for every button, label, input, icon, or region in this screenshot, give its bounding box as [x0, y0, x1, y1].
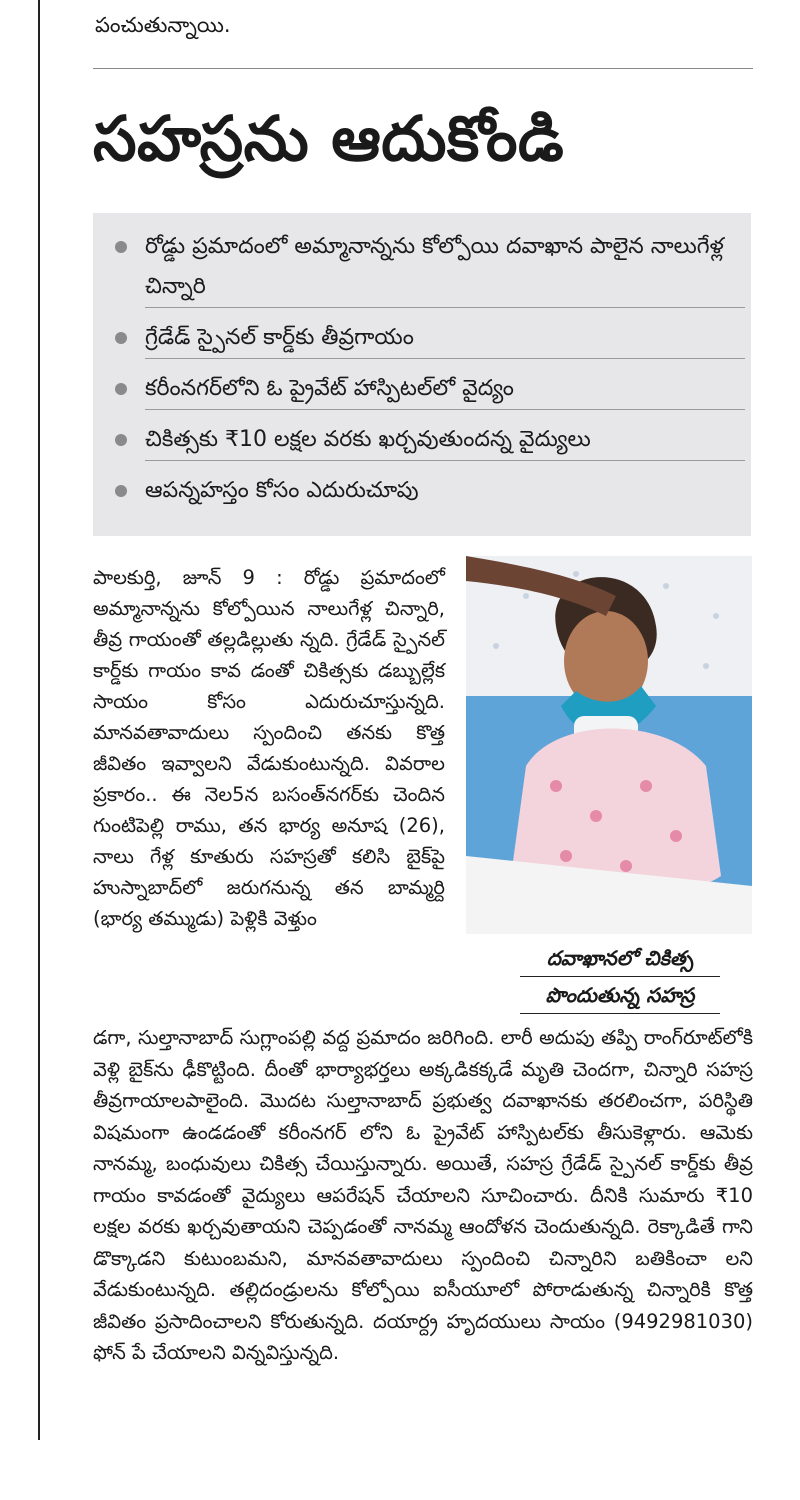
bullet-dot-icon: [115, 485, 127, 497]
highlight-item: [113, 227, 745, 308]
highlight-text: రోడ్డు ప్రమాదంలో అమ్మానాన్నను కోల్పోయి దవాఖాన పాలైన నాలుగేళ్ల చిన్నారి: [145, 227, 745, 308]
highlight-text: గ్రేడేడ్ స్పైనల్ కార్డ్‌కు తీవ్రగాయం: [145, 318, 745, 359]
previous-article-last-line: పంచుతున్నాయి.: [95, 13, 231, 37]
highlight-text: చికిత్సకు ₹10 లక్షల వరకు ఖర్చవుతుందన్న వైద్యులు: [145, 420, 745, 461]
bullet-dot-icon: [115, 241, 127, 253]
headline: సహస్రను ఆదుకోండి: [93, 102, 565, 175]
article-body-column: పాలకుర్తి, జూన్ 9 : రోడ్డు ప్రమాదంలో అమ్మానాన్నను కోల్పోయిన నాలుగేళ్ల చిన్నారి, తీవ్ర గాయంతో తల్లడిల్లుతు న్నది. గ్రేడేడ్ స్పైనల్ కార్డ్‌కు గాయం కావ డంతో చికిత్సకు డబ్బుల్లేక సాయం కోసం ఎదురుచూస్తున్నది. మానవతావాదులు స్పందించి తనకు కొత్త జీవితం ఇవ్వాలని వేడుకుంటున్నది. వివరాల ప్రకారం.. ఈ నెల5న బసంత్‌నగర్‌కు చెందిన గుంటిపెల్లి రాము, తన భార్య అనూష (26), నాలు గేళ్ల కూతురు సహస్రతో కలిసి బైక్‌పై హుస్నాబాద్‌లో జరుగనున్న తన బామ్మర్ది (భార్య తమ్ముడు) పెళ్లికి వెళ్తుం: [93, 566, 445, 930]
highlights-list: [93, 213, 751, 511]
caption-line: పొందుతున్న సహస్ర: [520, 977, 720, 1014]
article-body-full-width: డగా, సుల్తానాబాద్ సుగ్లాంపల్లి వద్ద ప్రమాదం జరిగింది. లారీ అదుపు తప్పి రాంగ్‌రూట్‌లోకి వెళ్లి బైక్‌ను ఢీకొట్టింది. దీంతో భార్యాభర్తలు అక్కడికక్కడే మృతి చెందగా, చిన్నారి సహస్ర తీవ్రగాయాలపాలైంది. మొదట సుల్తానాబాద్ ప్రభుత్వ దవాఖానకు తరలించగా, పరిస్థితి విషమంగా ఉండడంతో కరీంనగర్ లోని ఓ ప్రైవేట్ హాస్పిటల్‌కు తీసుకెళ్లారు. ఆమెకు నానమ్మ, బంధువులు చికిత్స చేయిస్తున్నారు. అయితే, సహస్ర గ్రేడేడ్ స్పైనల్ కార్డ్‌కు తీవ్ర గాయం కావడంతో వైద్యులు ఆపరేషన్ చేయాలని సూచించారు. దీనికి సుమారు ₹10 లక్షల వరకు ఖర్చవుతాయని చెప్పడంతో నానమ్మ ఆందోళన చెందుతున్నది. రెక్కాడితే గాని డొక్కాడని కుటుంబమని, మానవతావాదులు స్పందించి చిన్నారిని బతికించా లని వేడుకుంటున్నది. తల్లిదండ్రులను కోల్పోయి ఐసీయూలో పోరాడుతున్న చిన్నారికి కొత్త జీవితం ప్రసాదించాలని కోరుతున్నది. దయార్ద్ర హృదయులు సాయం (9492981030) ఫోన్ పే చేయాలని విన్నవిస్తున్నది.: [93, 1026, 753, 1364]
highlight-item: [113, 318, 745, 359]
highlight-text: ఆపన్నహస్తం కోసం ఎదురుచూపు: [145, 478, 419, 503]
bullet-dot-icon: [115, 434, 127, 446]
previous-article-tail: [95, 4, 750, 42]
highlight-text: కరీంనగర్‌లోని ఓ ప్రైవేట్ హాస్పిటల్‌లో వైద్యం: [145, 369, 745, 410]
child-photo: [466, 556, 752, 934]
highlight-item: [113, 471, 745, 511]
photo-caption: [520, 940, 720, 1014]
caption-line: దవాఖానలో చికిత్స: [520, 940, 720, 977]
page-margin-rule: [38, 0, 40, 1440]
bullet-dot-icon: [115, 332, 127, 344]
highlight-item: [113, 369, 745, 410]
highlight-item: [113, 420, 745, 461]
highlights-box: [93, 213, 751, 536]
child-photo-illustration: [466, 556, 752, 934]
bullet-dot-icon: [115, 383, 127, 395]
article-divider: [93, 68, 753, 69]
